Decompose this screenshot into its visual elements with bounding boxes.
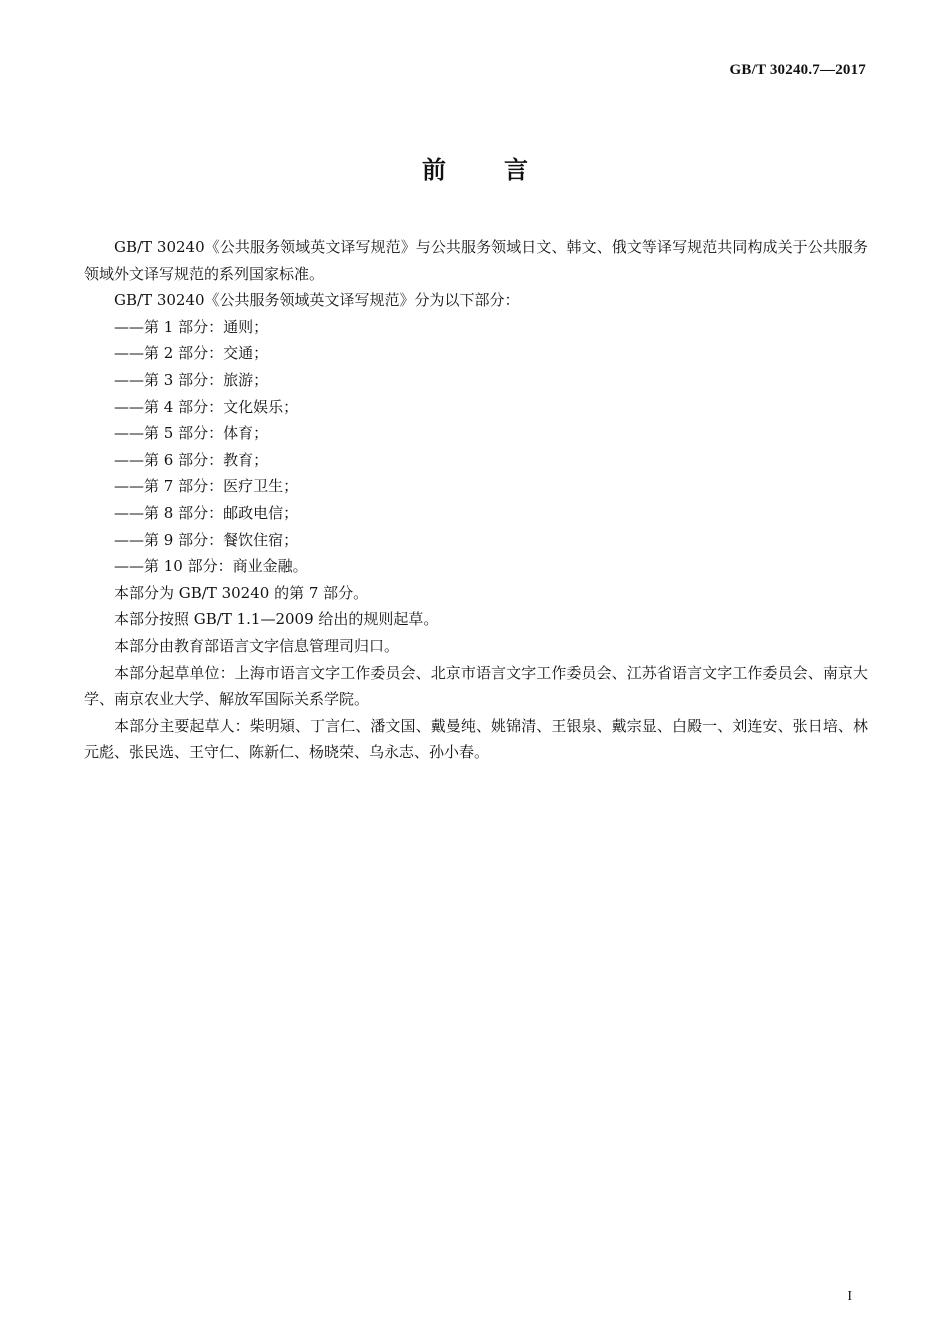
standard-code: GB/T 30240.7—2017 <box>729 62 866 78</box>
part-list-item: ——第 1 部分：通则； <box>114 317 269 336</box>
title-char-1: 前 <box>422 156 446 184</box>
part-list-item: ——第 4 部分：文化娱乐； <box>114 397 299 416</box>
foreword-body <box>84 234 868 766</box>
drafting-units-paragraph: 本部分起草单位：上海市语言文字工作委员会、北京市语言文字工作委员会、江苏省语言文字工作委员会、南京大学、南京农业大学、解放军国际关系学院。 <box>84 663 868 709</box>
part-list-item: ——第 7 部分：医疗卫生； <box>114 477 299 496</box>
title-char-2: 言 <box>504 156 528 184</box>
part-list-item: ——第 10 部分：商业金融。 <box>114 557 308 576</box>
part-list-item: ——第 9 部分：餐饮住宿； <box>114 530 299 549</box>
page-title <box>0 150 950 185</box>
intro-paragraph: GB/T 30240《公共服务领域英文译写规范》与公共服务领域日文、韩文、俄文等译写规范共同构成关于公共服务领域外文译写规范的系列国家标准。 <box>84 238 868 283</box>
part-list-item: ——第 5 部分：体育； <box>114 424 269 443</box>
drafting-rules-paragraph: 本部分按照 GB/T 1.1—2009 给出的规则起草。 <box>114 610 439 629</box>
part-list-item: ——第 3 部分：旅游； <box>114 370 269 389</box>
proposed-by-paragraph: 本部分由教育部语言文字信息管理司归口。 <box>114 636 400 655</box>
drafters-paragraph: 本部分主要起草人：柴明熲、丁言仁、潘文国、戴曼纯、姚锦清、王银泉、戴宗显、白殿一、刘连安、张日培、林元彪、张民选、王守仁、陈新仁、杨晓荣、乌永志、孙小春。 <box>84 716 868 762</box>
parts-intro-paragraph: GB/T 30240《公共服务领域英文译写规范》分为以下部分： <box>114 291 520 310</box>
page-number: I <box>847 1289 852 1304</box>
part-list-item: ——第 6 部分：教育； <box>114 450 269 469</box>
this-part-paragraph: 本部分为 GB/T 30240 的第 7 部分。 <box>114 583 369 602</box>
part-list-item: ——第 8 部分：邮政电信； <box>114 503 299 522</box>
part-list-item: ——第 2 部分：交通； <box>114 344 269 363</box>
